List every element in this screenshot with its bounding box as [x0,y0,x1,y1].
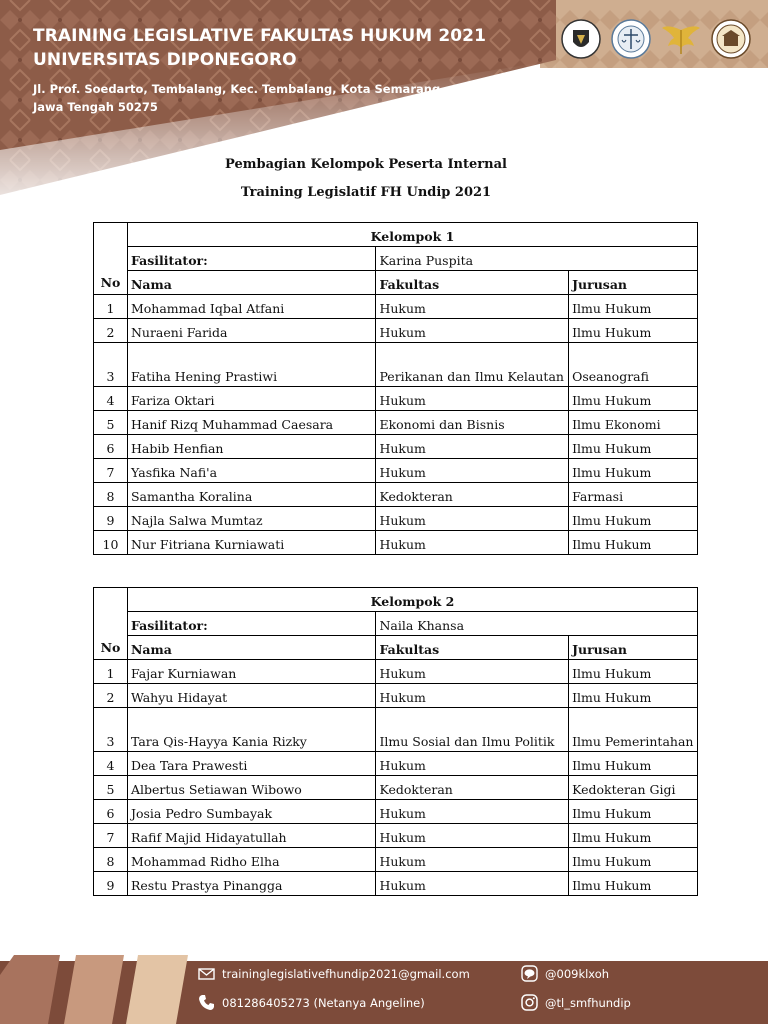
member-jurusan: Ilmu Hukum [569,800,698,824]
member-jurusan: Ilmu Hukum [569,684,698,708]
fasilitator-label: Fasilitator: [127,247,375,271]
member-no: 8 [94,848,128,872]
member-jurusan: Ilmu Ekonomi [569,411,698,435]
member-jurusan: Ilmu Hukum [569,848,698,872]
footer-phone [198,994,425,1011]
member-no: 7 [94,824,128,848]
member-no: 8 [94,483,128,507]
header-logos [560,14,752,64]
member-no: 2 [94,319,128,343]
winged-emblem-logo [660,18,702,60]
member-no: 5 [94,411,128,435]
member-name: Restu Prastya Pinangga [127,872,375,896]
table-row [94,411,698,435]
member-fakultas: Ekonomi dan Bisnis [376,411,569,435]
phone-text: 081286405273 (Netanya Angeline) [222,995,425,1010]
table-row [94,531,698,555]
member-jurusan: Kedokteran Gigi [569,776,698,800]
member-jurusan: Ilmu Hukum [569,435,698,459]
table-row [94,752,698,776]
member-name: Yasfika Nafi'a [127,459,375,483]
member-jurusan: Ilmu Hukum [569,387,698,411]
group-1-fasilitator: Karina Puspita [376,247,698,271]
member-fakultas: Hukum [376,531,569,555]
member-fakultas: Hukum [376,459,569,483]
member-jurusan: Ilmu Hukum [569,824,698,848]
organization-seal-logo [710,18,752,60]
instagram-icon [521,994,538,1011]
member-name: Fatiha Hening Prastiwi [127,343,375,387]
table-row [94,684,698,708]
faculty-logo [610,18,652,60]
member-jurusan: Ilmu Hukum [569,319,698,343]
member-fakultas: Hukum [376,660,569,684]
member-fakultas: Hukum [376,824,569,848]
member-no: 2 [94,684,128,708]
column-header-nama: Nama [127,636,375,660]
member-no: 5 [94,776,128,800]
header-title-line2: UNIVERSITAS DIPONEGORO [33,50,297,70]
university-seal-logo [560,18,602,60]
member-fakultas: Perikanan dan Ilmu Kelautan [376,343,569,387]
member-fakultas: Hukum [376,295,569,319]
table-row [94,387,698,411]
member-no: 10 [94,531,128,555]
member-fakultas: Kedokteran [376,483,569,507]
member-jurusan: Ilmu Hukum [569,507,698,531]
table-row [94,435,698,459]
footer-email [198,965,470,982]
member-name: Wahyu Hidayat [127,684,375,708]
group-1-name: Kelompok 1 [127,223,697,247]
column-header-jurusan: Jurusan [569,636,698,660]
member-jurusan: Farmasi [569,483,698,507]
member-no: 9 [94,507,128,531]
member-no: 3 [94,708,128,752]
table-row [94,708,698,752]
phone-icon [198,994,215,1011]
member-fakultas: Hukum [376,848,569,872]
member-name: Najla Salwa Mumtaz [127,507,375,531]
member-fakultas: Hukum [376,507,569,531]
envelope-icon [198,965,215,982]
table-row [94,507,698,531]
member-no: 4 [94,387,128,411]
group-2-table [93,587,698,896]
table-row [94,483,698,507]
header-title-line1: TRAINING LEGISLATIVE FAKULTAS HUKUM 2021 [33,26,487,46]
member-fakultas: Hukum [376,435,569,459]
member-name: Fariza Oktari [127,387,375,411]
instagram-text: @tl_smfhundip [545,995,631,1010]
fasilitator-label: Fasilitator: [127,612,375,636]
header-address-line1: Jl. Prof. Soedarto, Tembalang, Kec. Tembalang, Kota Semarang, [33,82,445,96]
column-header-no: No [100,275,121,290]
column-header-nama: Nama [127,271,375,295]
member-no: 6 [94,435,128,459]
member-no: 9 [94,872,128,896]
member-name: Samantha Koralina [127,483,375,507]
member-jurusan: Ilmu Hukum [569,660,698,684]
table-row [94,295,698,319]
member-fakultas: Hukum [376,800,569,824]
member-fakultas: Kedokteran [376,776,569,800]
footer-instagram [521,994,631,1011]
member-name: Hanif Rizq Muhammad Caesara [127,411,375,435]
table-row [94,800,698,824]
group-1-table [93,222,698,555]
member-name: Tara Qis-Hayya Kania Rizky [127,708,375,752]
member-name: Rafif Majid Hidayatullah [127,824,375,848]
footer-line [521,965,609,982]
member-name: Josia Pedro Sumbayak [127,800,375,824]
member-no: 1 [94,660,128,684]
table-row [94,824,698,848]
table-row [94,319,698,343]
member-name: Nur Fitriana Kurniawati [127,531,375,555]
group-2-fasilitator: Naila Khansa [376,612,698,636]
member-fakultas: Hukum [376,387,569,411]
member-fakultas: Hukum [376,752,569,776]
document-subtitle: Training Legislatif FH Undip 2021 [240,185,492,200]
line-id-text: @009klxoh [545,966,610,981]
member-no: 6 [94,800,128,824]
table-row [94,848,698,872]
member-name: Fajar Kurniawan [127,660,375,684]
column-header-fakultas: Fakultas [376,271,569,295]
member-jurusan: Ilmu Hukum [569,459,698,483]
member-no: 1 [94,295,128,319]
document-title: Pembagian Kelompok Peserta Internal [225,157,507,172]
member-name: Mohammad Iqbal Atfani [127,295,375,319]
member-fakultas: Ilmu Sosial dan Ilmu Politik [376,708,569,752]
table-row [94,343,698,387]
group-2-name: Kelompok 2 [127,588,697,612]
member-jurusan: Oseanografi [569,343,698,387]
member-name: Mohammad Ridho Elha [127,848,375,872]
member-name: Dea Tara Prawesti [127,752,375,776]
table-row [94,872,698,896]
column-header-no: No [100,640,121,655]
table-row [94,660,698,684]
table-row [94,459,698,483]
member-jurusan: Ilmu Hukum [569,872,698,896]
member-jurusan: Ilmu Pemerintahan [569,708,698,752]
member-jurusan: Ilmu Hukum [569,531,698,555]
header-text-block [33,24,486,116]
member-fakultas: Hukum [376,319,569,343]
member-no: 4 [94,752,128,776]
member-jurusan: Ilmu Hukum [569,752,698,776]
member-name: Habib Henfian [127,435,375,459]
line-chat-icon [521,965,538,982]
member-jurusan: Ilmu Hukum [569,295,698,319]
member-fakultas: Hukum [376,684,569,708]
member-fakultas: Hukum [376,872,569,896]
email-text: traininglegislativefhundip2021@gmail.com [222,966,470,981]
member-name: Albertus Setiawan Wibowo [127,776,375,800]
table-row [94,776,698,800]
column-header-fakultas: Fakultas [376,636,569,660]
member-name: Nuraeni Farida [127,319,375,343]
member-no: 7 [94,459,128,483]
header-address-line2: Jawa Tengah 50275 [33,100,158,114]
member-no: 3 [94,343,128,387]
column-header-jurusan: Jurusan [569,271,698,295]
